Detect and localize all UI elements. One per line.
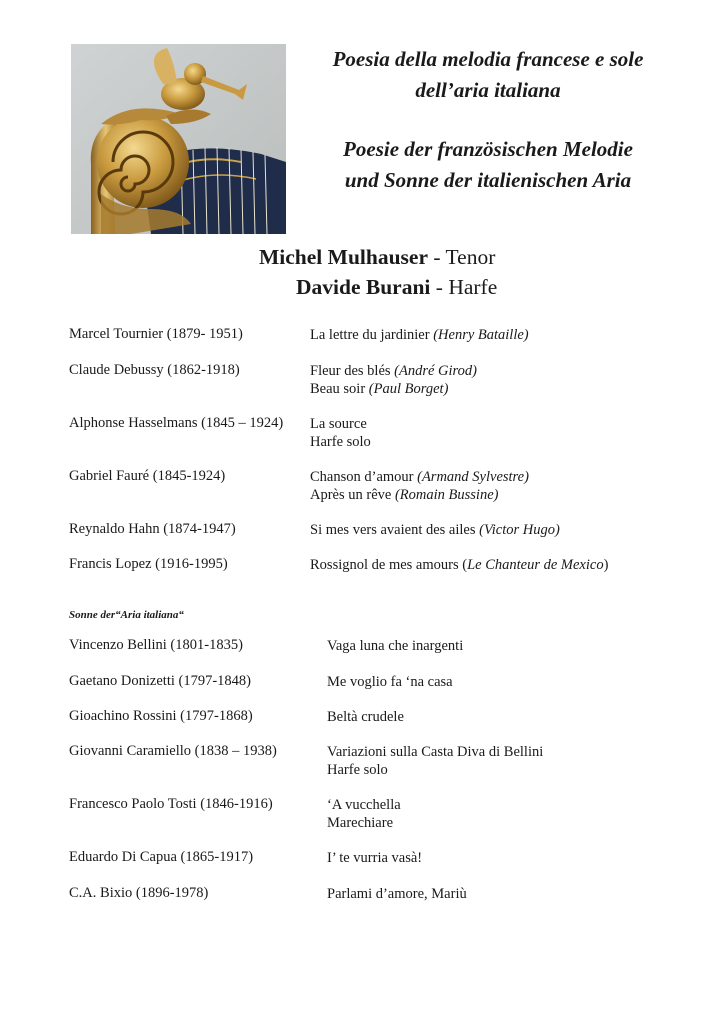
title-german <box>292 134 684 196</box>
work-title: Harfe solo <box>327 762 388 778</box>
harp-photo <box>71 44 286 234</box>
work-author: Le Chanteur de Mexico <box>467 557 604 573</box>
work-title-text: Si mes vers avaient des ailes <box>310 522 480 538</box>
work-list <box>310 468 529 504</box>
work-title: ‘A vucchella <box>327 797 401 813</box>
composer-name: Alphonse Hasselmans (1845 – 1924) <box>69 415 284 431</box>
work-title: Parlami d’amore, Mariù <box>327 886 467 902</box>
composer-name: Gioachino Rossini (1797-1868) <box>69 708 253 724</box>
work-title-text: Chanson d’amour <box>310 469 418 485</box>
composer-name: Gaetano Donizetti (1797-1848) <box>69 673 252 689</box>
work-list <box>327 708 404 726</box>
work-suffix: ) <box>603 557 609 573</box>
work-author: (Henry Bataille) <box>433 327 529 343</box>
work-title-text: Rossignol de mes amours ( <box>310 557 468 573</box>
harp-illustration <box>71 44 286 234</box>
work-list <box>327 796 401 832</box>
work-title <box>310 362 477 380</box>
work-title: I’ te vurria vasà! <box>327 850 423 866</box>
work-title-text: La lettre du jardinier <box>310 327 434 343</box>
work-author: (Romain Bussine) <box>394 487 499 503</box>
composer-name: Marcel Tournier (1879- 1951) <box>69 326 243 342</box>
title-italian <box>292 44 684 106</box>
performer-separator: - <box>428 245 446 269</box>
work-title: Vaga luna che inargenti <box>327 638 464 654</box>
work-title <box>310 433 371 451</box>
title-german-line-1: Poesie der französischen Melodie <box>343 137 633 161</box>
composer-name: Francis Lopez (1916-1995) <box>69 556 228 572</box>
title-italian-line-2: dell’aria italiana <box>415 78 561 102</box>
work-author: (Armand Sylvestre) <box>417 469 529 485</box>
title-block <box>292 44 684 196</box>
work-title-text: Fleur des blés <box>310 363 395 379</box>
work-list <box>310 362 477 398</box>
work-author: (Victor Hugo) <box>479 522 560 538</box>
performer-role: Tenor <box>445 245 496 269</box>
title-german-line-2: und Sonne der italienischen Aria <box>344 168 632 192</box>
composer-name: Reynaldo Hahn (1874-1947) <box>69 521 236 537</box>
work-list <box>310 415 371 451</box>
work-title: Me voglio fa ‘na casa <box>327 674 453 690</box>
work-list <box>310 556 608 574</box>
work-list <box>327 673 453 691</box>
work-title: Marechiare <box>327 815 394 831</box>
work-title: Variazioni sulla Casta Diva di Bellini <box>327 744 544 760</box>
work-author: (André Girod) <box>394 363 477 379</box>
work-title <box>310 326 529 344</box>
work-title-text: Après un rêve <box>310 487 395 503</box>
work-title-text: La source <box>310 416 367 432</box>
work-title <box>310 521 560 539</box>
composer-name: Vincenzo Bellini (1801-1835) <box>69 637 243 653</box>
composer-name: Eduardo Di Capua (1865-1917) <box>69 849 254 865</box>
performer-tenor <box>259 242 495 272</box>
work-title-text: Harfe solo <box>310 434 371 450</box>
work-list <box>310 521 560 539</box>
performer-role: Harfe <box>448 275 498 299</box>
composer-name: C.A. Bixio (1896-1978) <box>69 885 209 901</box>
work-list <box>327 637 463 655</box>
section-heading: Sonne der“Aria italiana“ <box>69 609 184 621</box>
work-title <box>310 556 608 574</box>
composer-name: Giovanni Caramiello (1838 – 1938) <box>69 743 277 759</box>
work-list <box>327 743 543 779</box>
work-list <box>310 326 529 344</box>
work-title: Beltà crudele <box>327 709 404 725</box>
composer-name: Francesco Paolo Tosti (1846-1916) <box>69 796 273 812</box>
performer-name: Davide Burani <box>296 275 431 299</box>
title-italian-line-1: Poesia della melodia francese e sole <box>332 47 644 71</box>
work-list <box>327 849 422 867</box>
work-title <box>310 486 529 504</box>
composer-name: Gabriel Fauré (1845-1924) <box>69 468 226 484</box>
performer-separator: - <box>430 275 449 299</box>
work-title <box>310 380 477 398</box>
composer-name: Claude Debussy (1862-1918) <box>69 362 240 378</box>
performer-name: Michel Mulhauser <box>259 245 428 269</box>
work-title <box>310 468 529 486</box>
performer-harp <box>296 272 497 302</box>
work-author: (Paul Borget) <box>368 381 449 397</box>
work-title-text: Beau soir <box>310 381 369 397</box>
work-list <box>327 885 467 903</box>
work-title <box>310 415 371 433</box>
